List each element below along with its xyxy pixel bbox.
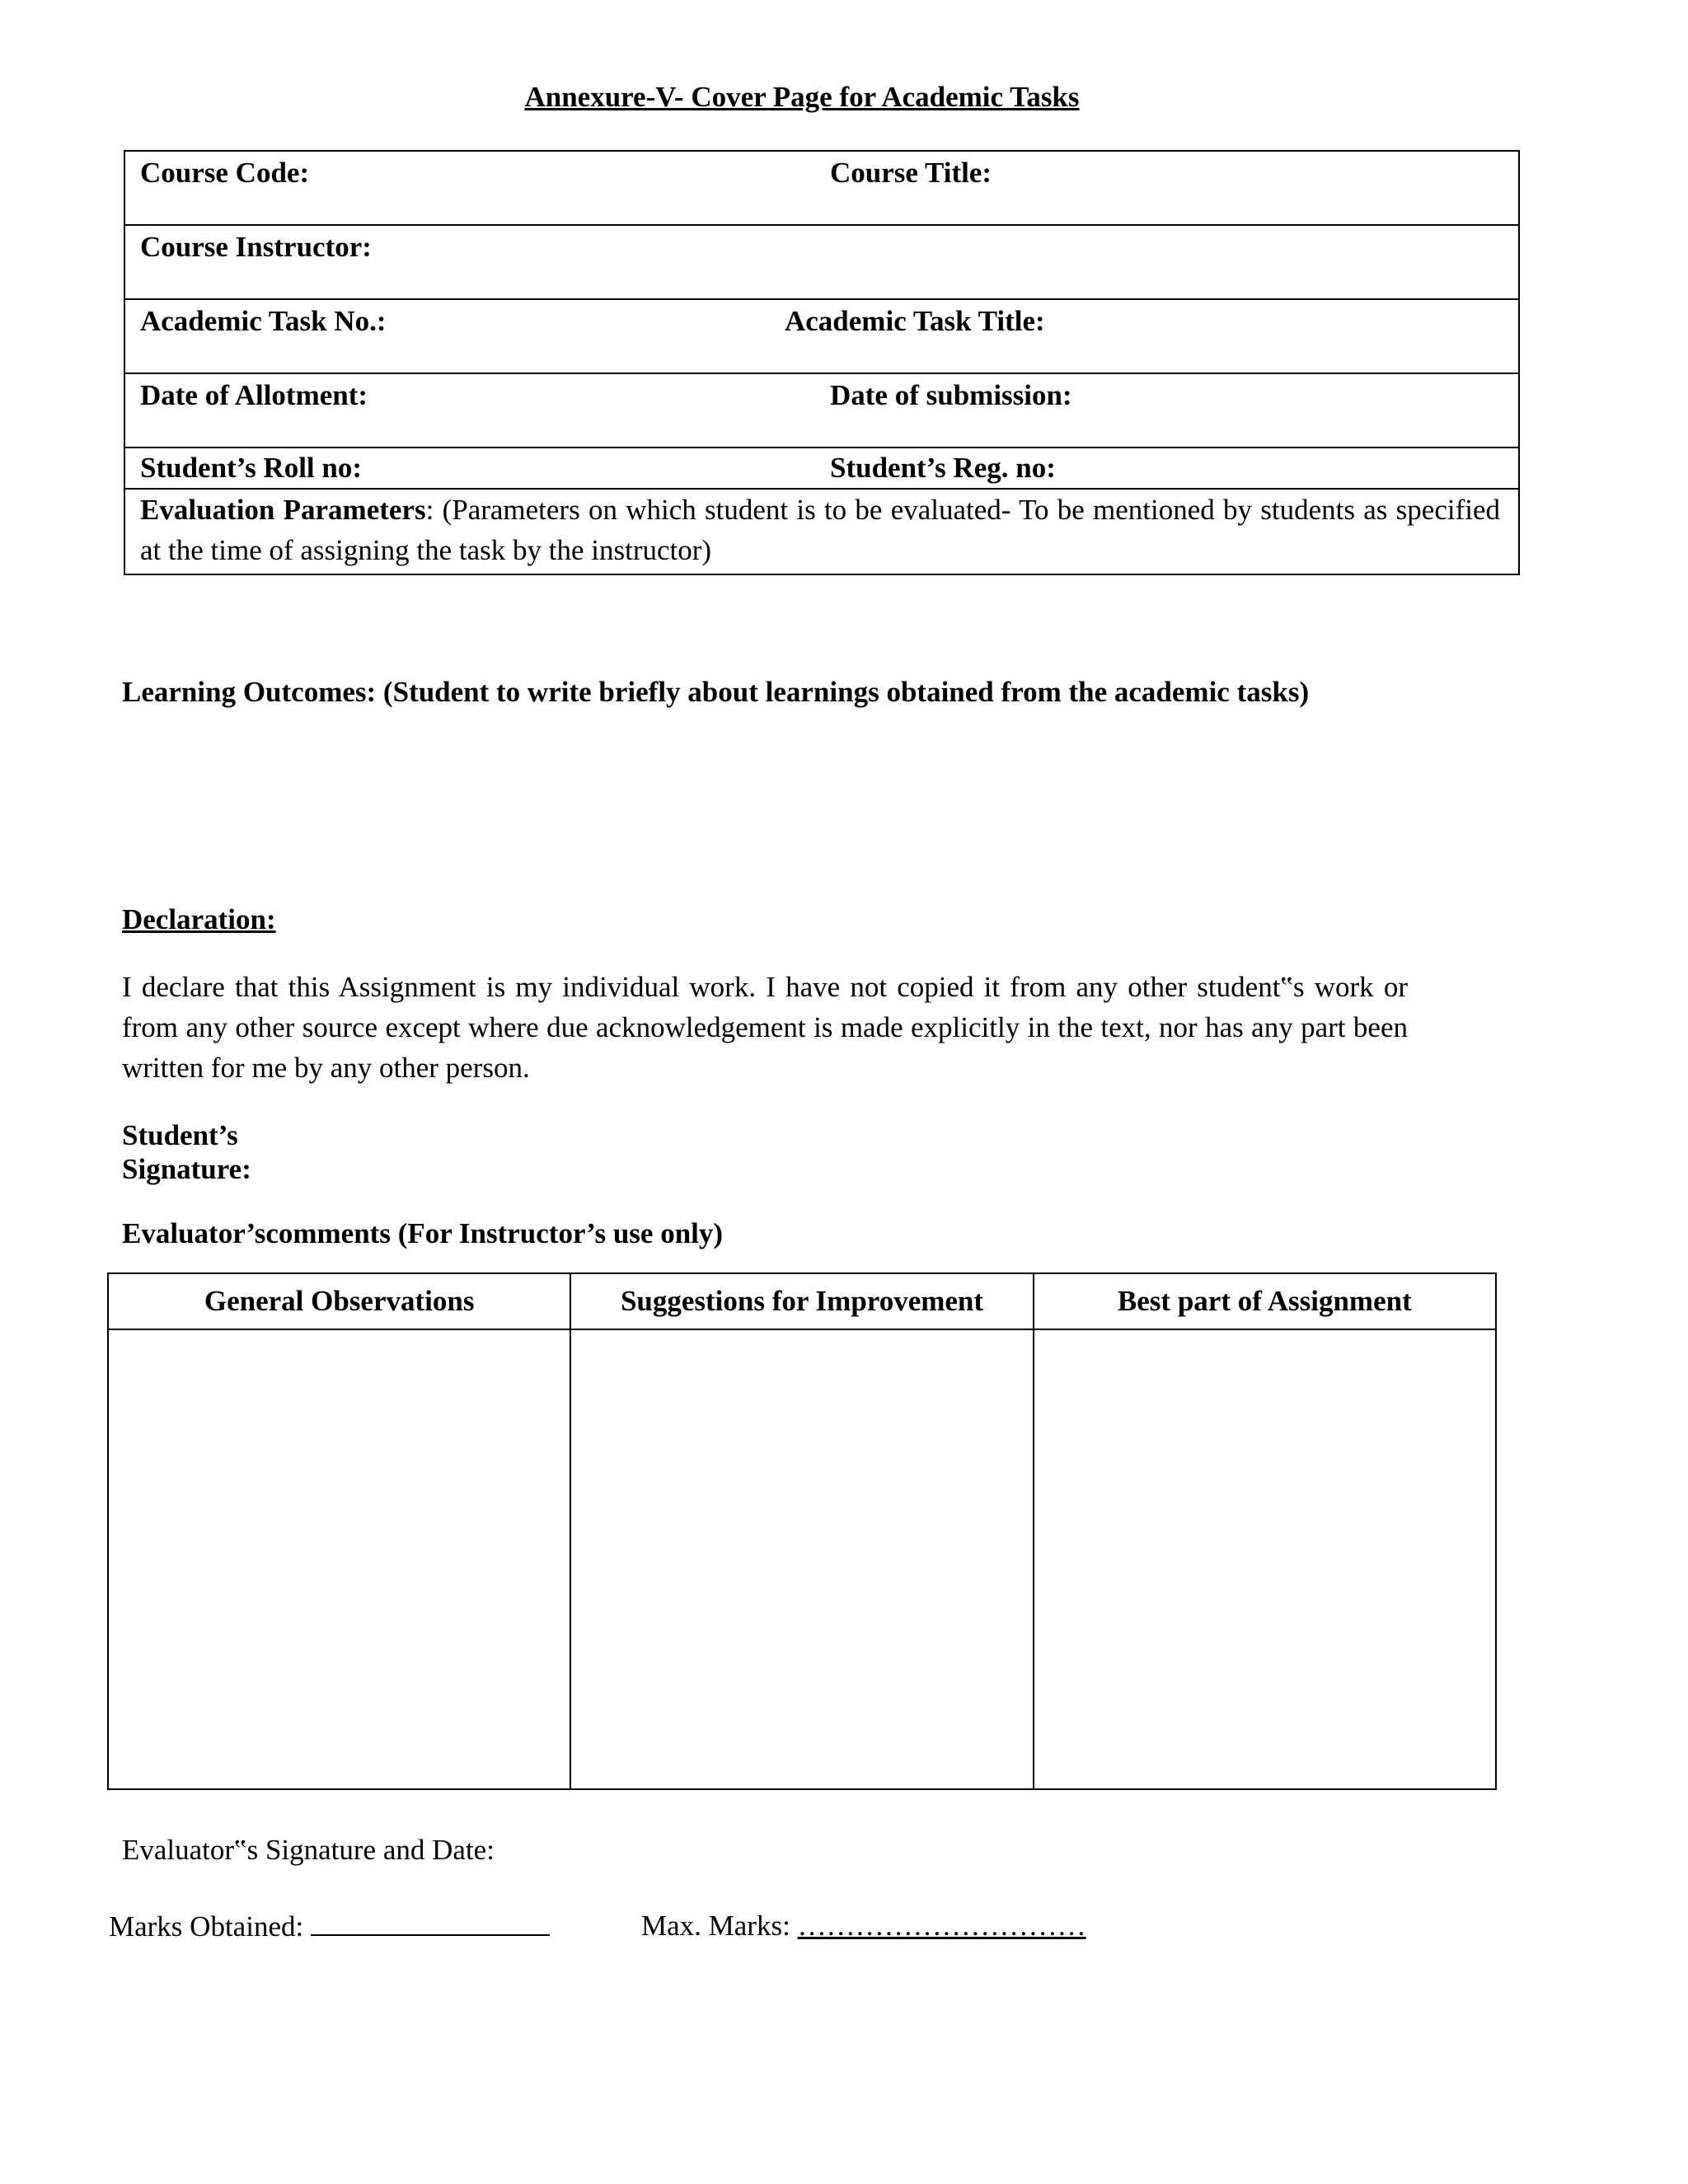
date-of-allotment-label: Date of Allotment: xyxy=(140,379,368,411)
student-roll-no-label: Student’s Roll no: xyxy=(140,452,363,484)
column-header-general-observations: General Observations xyxy=(108,1273,570,1329)
marks-obtained-row xyxy=(109,1910,550,1943)
student-signature-line1: Student’s xyxy=(122,1119,238,1151)
general-observations-cell[interactable] xyxy=(108,1329,570,1789)
best-part-cell[interactable] xyxy=(1034,1329,1496,1789)
course-code-label: Course Code: xyxy=(140,157,310,189)
max-marks-label: Max. Marks: xyxy=(641,1910,790,1942)
evaluator-comments-table xyxy=(107,1272,1497,1790)
learning-outcomes-heading: Learning Outcomes: (Student to write briefly about learnings obtained from the academic tasks) xyxy=(122,676,1310,708)
divider xyxy=(125,373,1518,374)
declaration-text: I declare that this Assignment is my individual work. I have not copied it from any other student‟s work or from any other source except where due acknowledgement is made explicitly in the text, nor has any part been written for me by any other person. xyxy=(122,971,1408,1084)
divider xyxy=(125,298,1518,300)
evaluation-parameters xyxy=(140,490,1500,570)
course-title-label: Course Title: xyxy=(830,157,992,189)
academic-task-title-label: Academic Task Title: xyxy=(785,305,1045,337)
evaluator-comments-heading: Evaluator’scomments (For Instructor’s use only) xyxy=(122,1217,724,1249)
max-marks-row xyxy=(641,1910,1086,1943)
course-instructor-label: Course Instructor: xyxy=(140,231,372,263)
divider xyxy=(125,447,1518,448)
suggestions-cell[interactable] xyxy=(570,1329,1033,1789)
marks-obtained-label: Marks Obtained: xyxy=(109,1910,304,1943)
student-signature-line2: Signature: xyxy=(122,1153,251,1185)
column-header-best-part: Best part of Assignment xyxy=(1034,1273,1496,1329)
evaluator-signature-date-label: Evaluator‟s Signature and Date: xyxy=(122,1834,495,1866)
marks-obtained-blank[interactable] xyxy=(311,1910,550,1936)
max-marks-blank[interactable]: ………………………… xyxy=(797,1910,1086,1942)
course-info-box xyxy=(124,150,1520,575)
declaration-heading: Declaration: xyxy=(122,903,276,935)
column-header-suggestions: Suggestions for Improvement xyxy=(570,1273,1033,1329)
evaluation-parameters-text: : (Parameters on which student is to be evaluated- To be mentioned by students as specified at the time of assigning the task by the instructor) xyxy=(140,494,1501,566)
evaluation-parameters-label: Evaluation Parameters xyxy=(140,494,426,526)
divider xyxy=(125,224,1518,226)
academic-task-no-label: Academic Task No.: xyxy=(140,305,387,337)
date-of-submission-label: Date of submission: xyxy=(830,379,1072,411)
student-signature-label xyxy=(122,1118,251,1186)
page-title: Annexure-V- Cover Page for Academic Tasks xyxy=(524,81,1080,113)
student-reg-no-label: Student’s Reg. no: xyxy=(830,452,1056,484)
